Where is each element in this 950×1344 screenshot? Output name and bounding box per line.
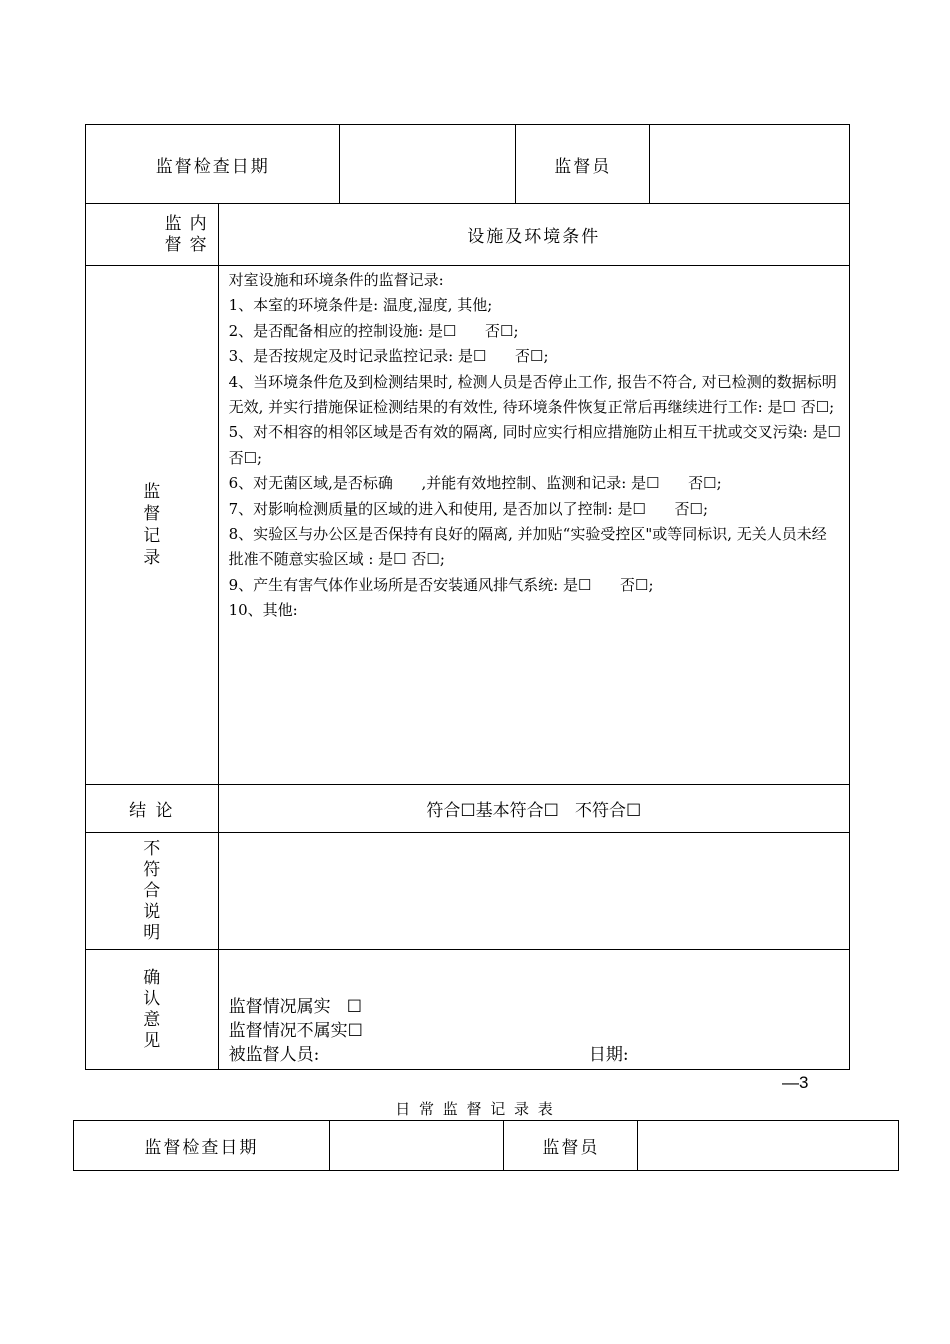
nonconform-label-char: 符: [143, 859, 161, 880]
page-number: —3: [782, 1073, 809, 1092]
content-label-cell: [86, 204, 219, 266]
content-label-col2: [190, 214, 207, 256]
record-label-cell: [86, 266, 219, 785]
record-label-char: 监: [143, 482, 161, 502]
form-title: 日 常 监 督 记 录 表: [395, 1100, 555, 1118]
record-content: [218, 266, 849, 785]
conclusion-options[interactable]: 符合☐基本符合☐ 不符合☐: [218, 785, 849, 833]
nonconform-label-char: 不: [143, 838, 161, 859]
record-line: 1、本室的环境条件是: 温度,湿度, 其他;: [228, 296, 493, 315]
record-label-char: 记: [143, 526, 161, 546]
nonconform-field[interactable]: [218, 833, 849, 950]
daily-supervision-table: [73, 1120, 899, 1171]
confirm-label-char: 意: [143, 1009, 161, 1030]
date-sign-label: 日期:: [588, 1045, 629, 1065]
content-value: 设施及环境条件: [218, 204, 849, 266]
inspection-date-label: 监督检查日期: [86, 125, 340, 204]
record-line: 10、其他:: [228, 601, 298, 620]
nonconform-label: [86, 839, 218, 944]
record-label: [86, 481, 218, 569]
confirm-content: [218, 950, 849, 1070]
conclusion-label: 结 论: [86, 785, 219, 833]
confirm-label-char: 认: [143, 988, 161, 1009]
confirm-false-option[interactable]: 监督情况不属实☐: [228, 1021, 363, 1041]
nonconform-label-cell: [86, 833, 219, 950]
supervisor-field[interactable]: [650, 125, 850, 204]
record-line: 对室设施和环境条件的监督记录:: [228, 271, 444, 289]
record-line: 8、实验区与办公区是否保持有良好的隔离, 并加贴“实验受控区"或等同标识, 无关人员未经批准不随意实验区域 : 是☐ 否☐;: [228, 525, 827, 569]
supervisor-label: 监督员: [516, 125, 650, 204]
confirm-true-option[interactable]: 监督情况属实 ☐: [228, 997, 363, 1017]
nonconform-label-char: 明: [143, 922, 161, 943]
content-label-char: 督: [164, 234, 182, 255]
nonconform-label-char: 说: [143, 901, 161, 922]
record-label-char: 录: [143, 548, 161, 568]
confirm-label-cell: [86, 950, 219, 1070]
record-line: 9、产生有害气体作业场所是否安装通风排气系统: 是☐ 否☐;: [228, 575, 654, 594]
record-line: 6、对无菌区域,是否标确 ,并能有效地控制、监测和记录: 是☐ 否☐;: [228, 474, 722, 493]
content-label-char: 监: [164, 213, 182, 234]
confirm-label-char: 确: [143, 967, 161, 988]
supervised-person-label: 被监督人员:: [228, 1045, 320, 1065]
record-line: 2、是否配备相应的控制设施: 是☐ 否☐;: [228, 321, 519, 340]
supervisor-field[interactable]: [638, 1121, 899, 1171]
content-label-char: 内: [189, 213, 207, 234]
inspection-date-field[interactable]: [329, 1121, 504, 1171]
record-line: 5、对不相容的相邻区域是否有效的隔离, 同时应实行相应措施防止相互干扰或交叉污染: 是☐ 否☐;: [228, 423, 841, 467]
inspection-date-field[interactable]: [340, 125, 516, 204]
inspection-date-label: 监督检查日期: [74, 1121, 330, 1171]
signature-line: [229, 1043, 629, 1067]
supervision-record-table: [85, 124, 850, 1070]
confirm-label: [86, 968, 218, 1052]
record-line: 7、对影响检测质量的区域的进入和使用, 是否加以了控制: 是☐ 否☐;: [228, 499, 709, 518]
record-line: 3、是否按规定及时记录监控记录: 是☐ 否☐;: [228, 347, 549, 366]
record-label-char: 督: [143, 504, 161, 524]
record-line: 4、当环境条件危及到检测结果时, 检测人员是否停止工作, 报告不符合, 对已检测的数据标明无效, 并实行措施保证检测结果的有效性, 待环境条件恢复正常后再继续进行工作: 是☐ 否☐;: [228, 372, 837, 417]
nonconform-label-char: 合: [143, 880, 161, 901]
content-label-col1: [165, 214, 182, 256]
confirm-label-char: 见: [143, 1030, 161, 1051]
supervisor-label: 监督员: [504, 1121, 638, 1171]
content-label-char: 容: [189, 234, 207, 255]
